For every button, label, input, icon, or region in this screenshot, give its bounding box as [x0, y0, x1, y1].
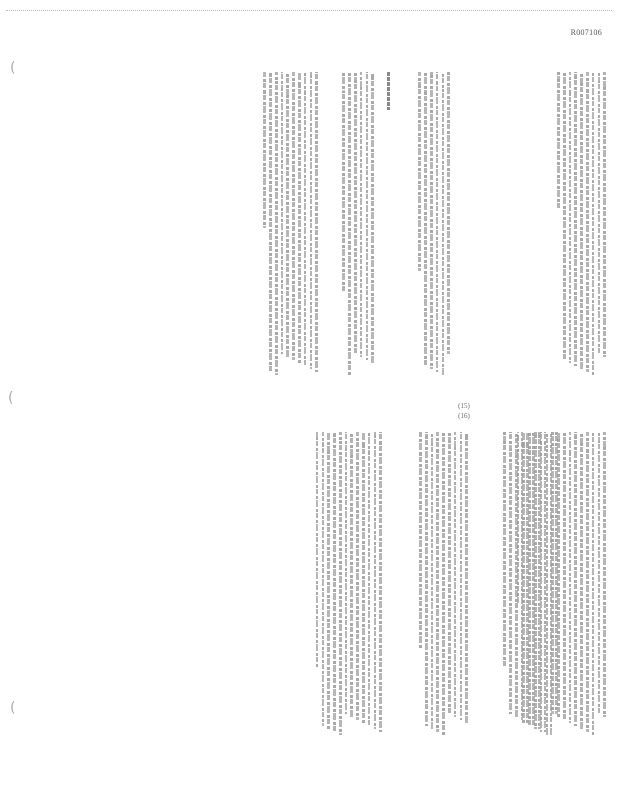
text-line: [557, 432, 560, 717]
text-line: [551, 432, 554, 714]
right-page: [198, 60, 618, 410]
text-line: [465, 432, 468, 723]
text-line: [322, 432, 325, 726]
document-id: R007106: [570, 28, 602, 37]
text-line: [436, 72, 439, 372]
binding-mark-icon: (: [10, 60, 16, 76]
left-page: [198, 411, 618, 750]
text-line: [431, 432, 434, 729]
text-line: [442, 72, 445, 375]
text-line: [503, 432, 506, 668]
text-line: [327, 432, 330, 729]
text-line: [354, 72, 357, 354]
text-line: [592, 432, 595, 735]
text-line: [534, 432, 537, 729]
text-line: [460, 432, 463, 720]
text-line: [442, 432, 445, 735]
text-line: [304, 72, 307, 366]
text-line: [366, 72, 369, 360]
paragraph: [517, 432, 606, 738]
text-line: [419, 72, 422, 271]
text-line: [540, 432, 543, 732]
text-line: [603, 72, 606, 357]
text-line: [310, 72, 313, 369]
text-line: [315, 72, 318, 372]
paragraph: [316, 432, 382, 738]
text-line: [557, 72, 560, 210]
text-line: [275, 72, 278, 375]
text-line: [448, 432, 451, 714]
paragraph: [419, 72, 451, 378]
text-line: [563, 72, 566, 360]
text-line: [316, 432, 319, 668]
text-line: [447, 72, 450, 354]
text-line: [345, 432, 348, 714]
text-line: [379, 432, 382, 732]
text-line: [348, 72, 351, 375]
text-line: [368, 432, 371, 726]
text-line: [509, 432, 512, 714]
text-line: [517, 432, 520, 603]
text-line: [586, 432, 589, 732]
paragraph: [263, 72, 318, 378]
text-line: [430, 72, 433, 369]
text-line: [569, 72, 572, 363]
text-line: [598, 432, 601, 714]
paragraph: [557, 72, 606, 378]
text-line: [437, 432, 440, 732]
text-line: [546, 432, 549, 735]
binding-mark-icon: (: [8, 390, 14, 406]
text-line: [454, 432, 457, 717]
text-line: [522, 432, 525, 723]
rotated-spread: [198, 40, 618, 760]
text-line: [586, 72, 589, 372]
scan-edge-rule: [6, 10, 612, 11]
text-line: [419, 432, 422, 649]
text-line: [592, 72, 595, 375]
text-line: [339, 432, 342, 735]
text-line: [603, 432, 606, 717]
paragraph: [419, 432, 468, 738]
section-heading: [387, 72, 390, 110]
page-number: (16): [458, 411, 470, 420]
text-line: [333, 432, 336, 732]
text-line: [575, 72, 578, 366]
text-line: [374, 432, 377, 729]
text-line: [356, 432, 359, 720]
text-line: [575, 432, 578, 726]
text-line: [263, 72, 266, 228]
text-line: [598, 72, 601, 354]
text-line: [298, 72, 301, 363]
text-line: [371, 72, 374, 363]
text-line: [362, 432, 365, 723]
text-line: [424, 72, 427, 366]
text-line: [351, 432, 354, 717]
text-line: [569, 432, 572, 723]
text-line: [343, 72, 346, 292]
text-line: [580, 72, 583, 369]
text-line: [360, 72, 363, 357]
text-line: [269, 72, 272, 372]
text-line: [580, 432, 583, 729]
paragraph: [343, 72, 375, 378]
text-line: [425, 432, 428, 726]
page-number: (15): [458, 401, 470, 410]
text-line: [281, 72, 284, 354]
binding-mark-icon: (: [10, 700, 16, 716]
text-line: [528, 432, 531, 726]
text-line: [563, 432, 566, 720]
text-line: [287, 72, 290, 357]
text-line: [292, 72, 295, 360]
